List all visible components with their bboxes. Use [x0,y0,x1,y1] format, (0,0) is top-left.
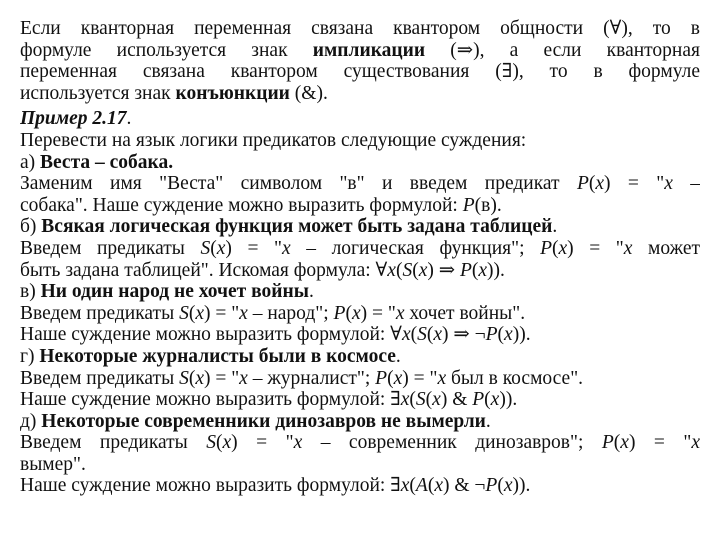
text-run: . [552,216,558,238]
text-line [20,281,700,303]
text-run: x [239,367,248,389]
text-run: ( [427,475,435,497]
text-run: ( [216,432,223,454]
text-run: ( [613,432,621,454]
text-run: x [478,259,488,281]
text-line [20,173,700,195]
text-run: )). [512,475,531,497]
text-run: Введем предикаты [20,432,207,454]
text-run: x [293,432,303,454]
text-run: P [540,237,552,259]
text-line [20,454,700,476]
text-run: Введем предикаты [20,302,180,324]
text-run: ) = " [203,302,240,324]
text-run: Перевести на язык логики предикатов следующие суждения: [20,129,527,151]
text-run: S [402,259,413,281]
text-run: формуле используется знак [20,39,313,61]
text-run: ) = " [567,237,624,259]
text-run: ) = " [231,432,294,454]
text-run: ( [497,475,504,497]
text-run: – журналист"; [247,367,376,389]
text-run: ( [345,302,352,324]
text-run: Некоторые журналисты были в космосе [39,345,396,367]
text-run: ( [426,324,434,346]
text-run: ) ⇒ [427,259,460,281]
text-run: (⇒), а если кванторная [425,39,700,61]
text-run: x [393,367,403,389]
text-run: P [333,302,346,324]
text-run: x [400,389,410,411]
text-run: x [503,475,513,497]
text-run: б) [20,216,42,238]
text-run: x [433,324,443,346]
text-run: ( [387,367,394,389]
text-run: Всякая логическая функция может быть задана таблицей [41,216,553,238]
text-line [20,61,700,83]
text-run: A [415,475,428,497]
text-run: x [401,324,411,346]
text-run: вымер". [20,453,86,475]
text-run: ( [552,237,559,259]
text-run: ( [409,389,416,411]
text-line [20,432,700,454]
text-run: хочет войны". [404,302,526,324]
text-run: P [601,432,614,454]
text-run: а) [20,151,41,173]
text-run: ( [210,237,217,259]
text-run: ) = " [628,432,692,454]
text-run: ) = " [604,173,665,195]
text-run: S [206,432,217,454]
text-run: x [418,259,428,281]
text-run: x [351,302,361,324]
text-run: Пример 2.17 [20,108,127,130]
text-line [20,475,700,497]
text-run: собака". Наше суждение можно выразить формулой: [20,194,463,216]
text-run: ) & ¬ [443,475,486,497]
text-run: P [576,173,589,195]
text-run: x [195,302,204,324]
text-run: ( [412,259,419,281]
text-run: P [472,389,485,411]
text-run: конъюнкции [175,82,290,104]
text-run: x [623,237,633,259]
text-line [20,303,700,325]
text-run: – народ"; [247,302,334,324]
text-line [20,324,700,346]
text-run: ) = " [360,302,396,324]
text-run: x [664,173,673,195]
text-line [20,346,700,368]
text-run: x [620,432,629,454]
text-run: ( [188,302,196,324]
text-line [20,216,700,238]
text-run: ) ⇒ ¬ [442,324,486,346]
document-text [20,18,700,497]
text-run: ) = " [225,237,282,259]
text-run: Веста – собака. [40,151,174,173]
text-run: ( [588,173,596,195]
text-run: ( [425,389,433,411]
text-line [20,83,700,105]
text-run: x [282,237,291,259]
text-run: ( [471,259,479,281]
text-run: (в). [474,194,502,216]
text-run: Введем предикаты [20,367,180,389]
text-run: . [126,108,132,130]
text-run: был в космосе". [446,367,584,389]
text-run: S [179,302,189,324]
text-run: используется знак [20,82,176,104]
text-run: – логическая функция"; [290,237,541,259]
text-run: . [485,410,491,432]
text-run: – современник динозавров"; [302,432,602,454]
text-run: ( [497,324,505,346]
text-line [20,411,700,433]
text-run: в) [20,281,41,303]
text-run: )). [512,324,531,346]
text-run: Некоторые современники динозавров не вымерли [41,410,486,432]
text-run: x [434,475,443,497]
text-run: может [632,237,700,259]
text-line [20,195,700,217]
text-run: Наше суждение можно выразить формулой: ∀ [20,324,402,346]
text-run: ) = " [402,367,438,389]
text-run: P [485,324,498,346]
text-run: ( [188,367,196,389]
text-run: г) [20,345,40,367]
text-run: S [200,237,211,259]
text-run: P [375,367,388,389]
text-run: )). [499,389,518,411]
text-line [20,260,700,282]
text-line [20,368,700,390]
text-run: x [691,432,700,454]
text-run: (&). [289,82,328,104]
text-run: x [490,389,500,411]
text-run: д) [20,410,42,432]
text-run: ) = " [203,367,240,389]
text-line [20,108,700,130]
text-run: ) & [440,389,473,411]
text-run: . [395,345,401,367]
text-run: )). [487,259,505,281]
text-run: Ни один народ не хочет войны [40,281,309,303]
text-run: Заменим имя "Веста" символом "в" и введем предикат [20,173,577,195]
text-run: – [672,173,700,195]
text-run: импликации [312,39,426,61]
text-run: S [417,324,427,346]
text-line [20,40,700,62]
text-run: x [239,302,248,324]
text-run: P [485,475,498,497]
text-run: x [387,259,396,281]
text-run: Наше суждение можно выразить формулой: ∃ [20,389,401,411]
text-run: x [195,367,204,389]
text-run: Введем предикаты [20,237,201,259]
text-run: ( [409,475,416,497]
text-line [20,18,700,40]
text-line [20,389,700,411]
text-run: x [395,302,405,324]
text-run: x [437,367,447,389]
text-run: x [595,173,605,195]
text-run: переменная связана квантором существования (∃), то в формуле [20,61,700,83]
text-run: x [222,432,232,454]
text-run: ( [410,324,418,346]
text-line [20,238,700,260]
text-run: . [308,281,314,303]
text-run: P [462,194,475,216]
text-line [20,152,700,174]
text-run: ( [395,259,403,281]
text-run: x [432,389,441,411]
text-run: x [400,475,410,497]
text-run: x [216,237,226,259]
text-run: ( [484,389,491,411]
text-run: S [415,389,426,411]
text-run: P [459,259,472,281]
text-run: x [558,237,568,259]
text-run: Наше суждение можно выразить формулой: ∃ [20,475,401,497]
text-run: x [504,324,513,346]
text-run: быть задана таблицей". Искомая формула: ∀ [20,259,388,281]
text-run: S [179,367,189,389]
text-line [20,130,700,152]
text-run: Если кванторная переменная связана квантором общности (∀), то в [20,18,700,39]
